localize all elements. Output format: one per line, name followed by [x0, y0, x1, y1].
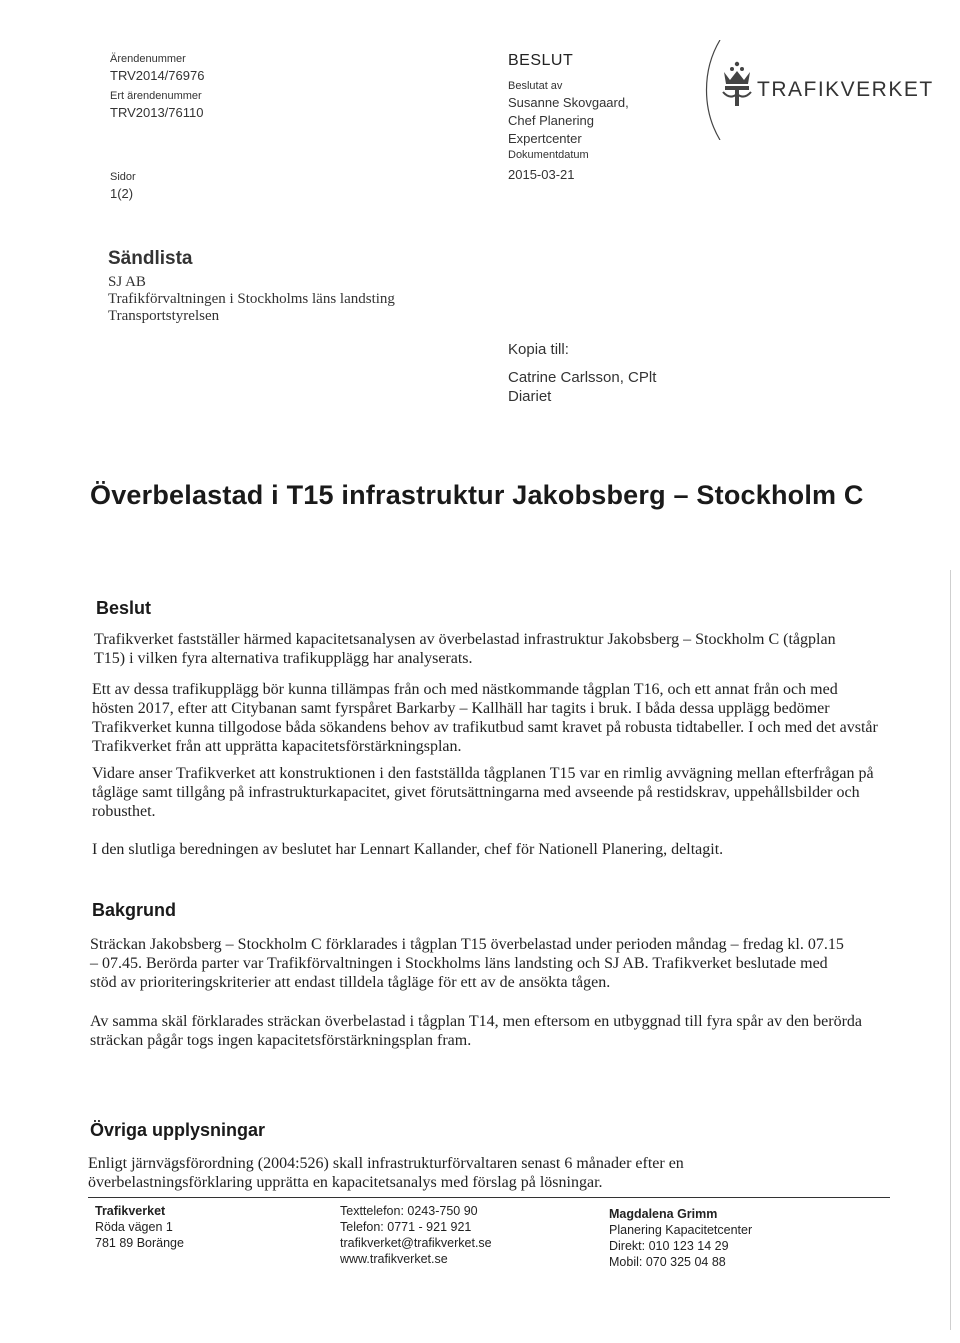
logo-wordmark: TRAFIKVERKET	[757, 78, 934, 101]
document-metadata	[110, 52, 360, 203]
recipient-item: Transportstyrelsen	[108, 308, 220, 324]
footer-contact	[340, 1203, 492, 1267]
decided-by-name: Susanne Skovgaard,	[508, 95, 629, 110]
footer-person-direct: Direkt: 010 123 14 29	[609, 1239, 729, 1253]
footer-person-mobile: Mobil: 070 325 04 88	[609, 1255, 726, 1269]
footer-person-name: Magdalena Grimm	[609, 1207, 718, 1221]
decision-block	[508, 52, 708, 184]
paragraph: Av samma skäl förklarades sträckan överbelastad i tågplan T14, men eftersom en utbyggnad till fyra spår av den berörda sträckan pågår togs ingen kapacitetsförstärkningsplan fram.	[90, 1013, 863, 1049]
footer-org-name: Trafikverket	[95, 1204, 166, 1218]
section-heading-ovriga: Övriga upplysningar	[90, 1120, 266, 1140]
copy-recipient: Diariet	[508, 388, 552, 405]
recipient-list-heading: Sändlista	[108, 248, 193, 269]
recipient-item: Trafikförvaltningen i Stockholms läns landsting	[108, 291, 395, 307]
recipient-item: SJ AB	[108, 274, 146, 290]
document-date-label: Dokumentdatum	[508, 149, 589, 161]
paragraph: Trafikverket fastställer härmed kapacitetsanalysen av överbelastad infrastruktur Jakobsberg – Stockholm C (tågplan T15) i vilken fyra alternativa trafikupplägg har analyserats.	[94, 631, 836, 667]
paragraph: Sträckan Jakobsberg – Stockholm C förklarades i tågplan T15 överbelastad under perioden måndag – fredag kl. 07.15 – 07.45. Berörda parter var Trafikförvaltningen i Stockholms läns landsting och SJ AB. Trafikverket beslutade med stöd av prioriteringskriterier att endast tilldela tågläge för ett av de ansökta tågen.	[90, 936, 844, 991]
paragraph: Ett av dessa trafikupplägg bör kunna tillämpas från och med nästkommande tågplan T16, och ett annat från och med hösten 2017, efter att Citybanan samt fyrspåret Barkarby – Kallhäll har tagits i bruk. I båda dessa upplägg bedömer Trafikverket kunna tillgodose båda sökandens behov av trafikutbud samt kravet på robusta tidtabeller. I och med det avstår Trafikverket från att upprätta kapacitetsförstärkningsplan.	[92, 681, 878, 755]
copy-to-block	[508, 340, 808, 406]
footer-telefon: Telefon: 0771 - 921 921	[340, 1220, 472, 1234]
footer-divider	[88, 1197, 890, 1198]
your-case-number-value: TRV2013/76110	[110, 105, 204, 120]
footer-street: Röda vägen 1	[95, 1220, 173, 1234]
page-title: Överbelastad i T15 infrastruktur Jakobsberg – Stockholm C	[90, 480, 864, 510]
footer-email: trafikverket@trafikverket.se	[340, 1236, 492, 1250]
footer-address	[95, 1203, 184, 1251]
paragraph: Enligt järnvägsförordning (2004:526) skall infrastrukturförvaltaren senast 6 månader efter en överbelastningsförklaring upprätta en kapacitetsanalys med förslag på lösningar.	[88, 1155, 684, 1191]
footer-texttelefon: Texttelefon: 0243-750 90	[340, 1204, 478, 1218]
pages-value: 1(2)	[110, 186, 134, 201]
case-number-value: TRV2014/76976	[110, 68, 205, 83]
pages-label: Sidor	[110, 171, 136, 183]
scan-edge-line	[950, 570, 951, 1330]
copy-recipient: Catrine Carlsson, CPlt	[508, 369, 657, 386]
decided-by-unit: Expertcenter	[508, 131, 582, 146]
footer-person-unit: Planering Kapacitetcenter	[609, 1223, 753, 1237]
footer-postal: 781 89 Boränge	[95, 1236, 184, 1250]
your-case-number-label: Ert ärendenummer	[110, 90, 202, 102]
document-date-value: 2015-03-21	[508, 167, 575, 182]
copy-to-label: Kopia till:	[508, 341, 569, 358]
footer-contact-person	[609, 1206, 752, 1270]
paragraph: I den slutliga beredningen av beslutet har Lennart Kallander, chef för Nationell Planering, deltagit.	[92, 841, 724, 858]
document-type-heading: BESLUT	[508, 52, 574, 69]
case-number-label: Ärendenummer	[110, 53, 186, 65]
paragraph: Vidare anser Trafikverket att konstruktionen i den fastställda tågplanen T15 var en rimlig avvägning mellan efterfrågan på tågläge samt tillgång på infrastrukturkapacitet, givet förutsättningarna med avseende på restidskrav, uppehållsbilder och robusthet.	[92, 765, 874, 820]
decided-by-label: Beslutat av	[508, 80, 563, 92]
footer-web: www.trafikverket.se	[340, 1252, 448, 1266]
section-heading-beslut: Beslut	[96, 598, 152, 618]
decided-by-role: Chef Planering	[508, 113, 594, 128]
recipient-list	[108, 248, 608, 325]
section-heading-bakgrund: Bakgrund	[92, 900, 177, 920]
